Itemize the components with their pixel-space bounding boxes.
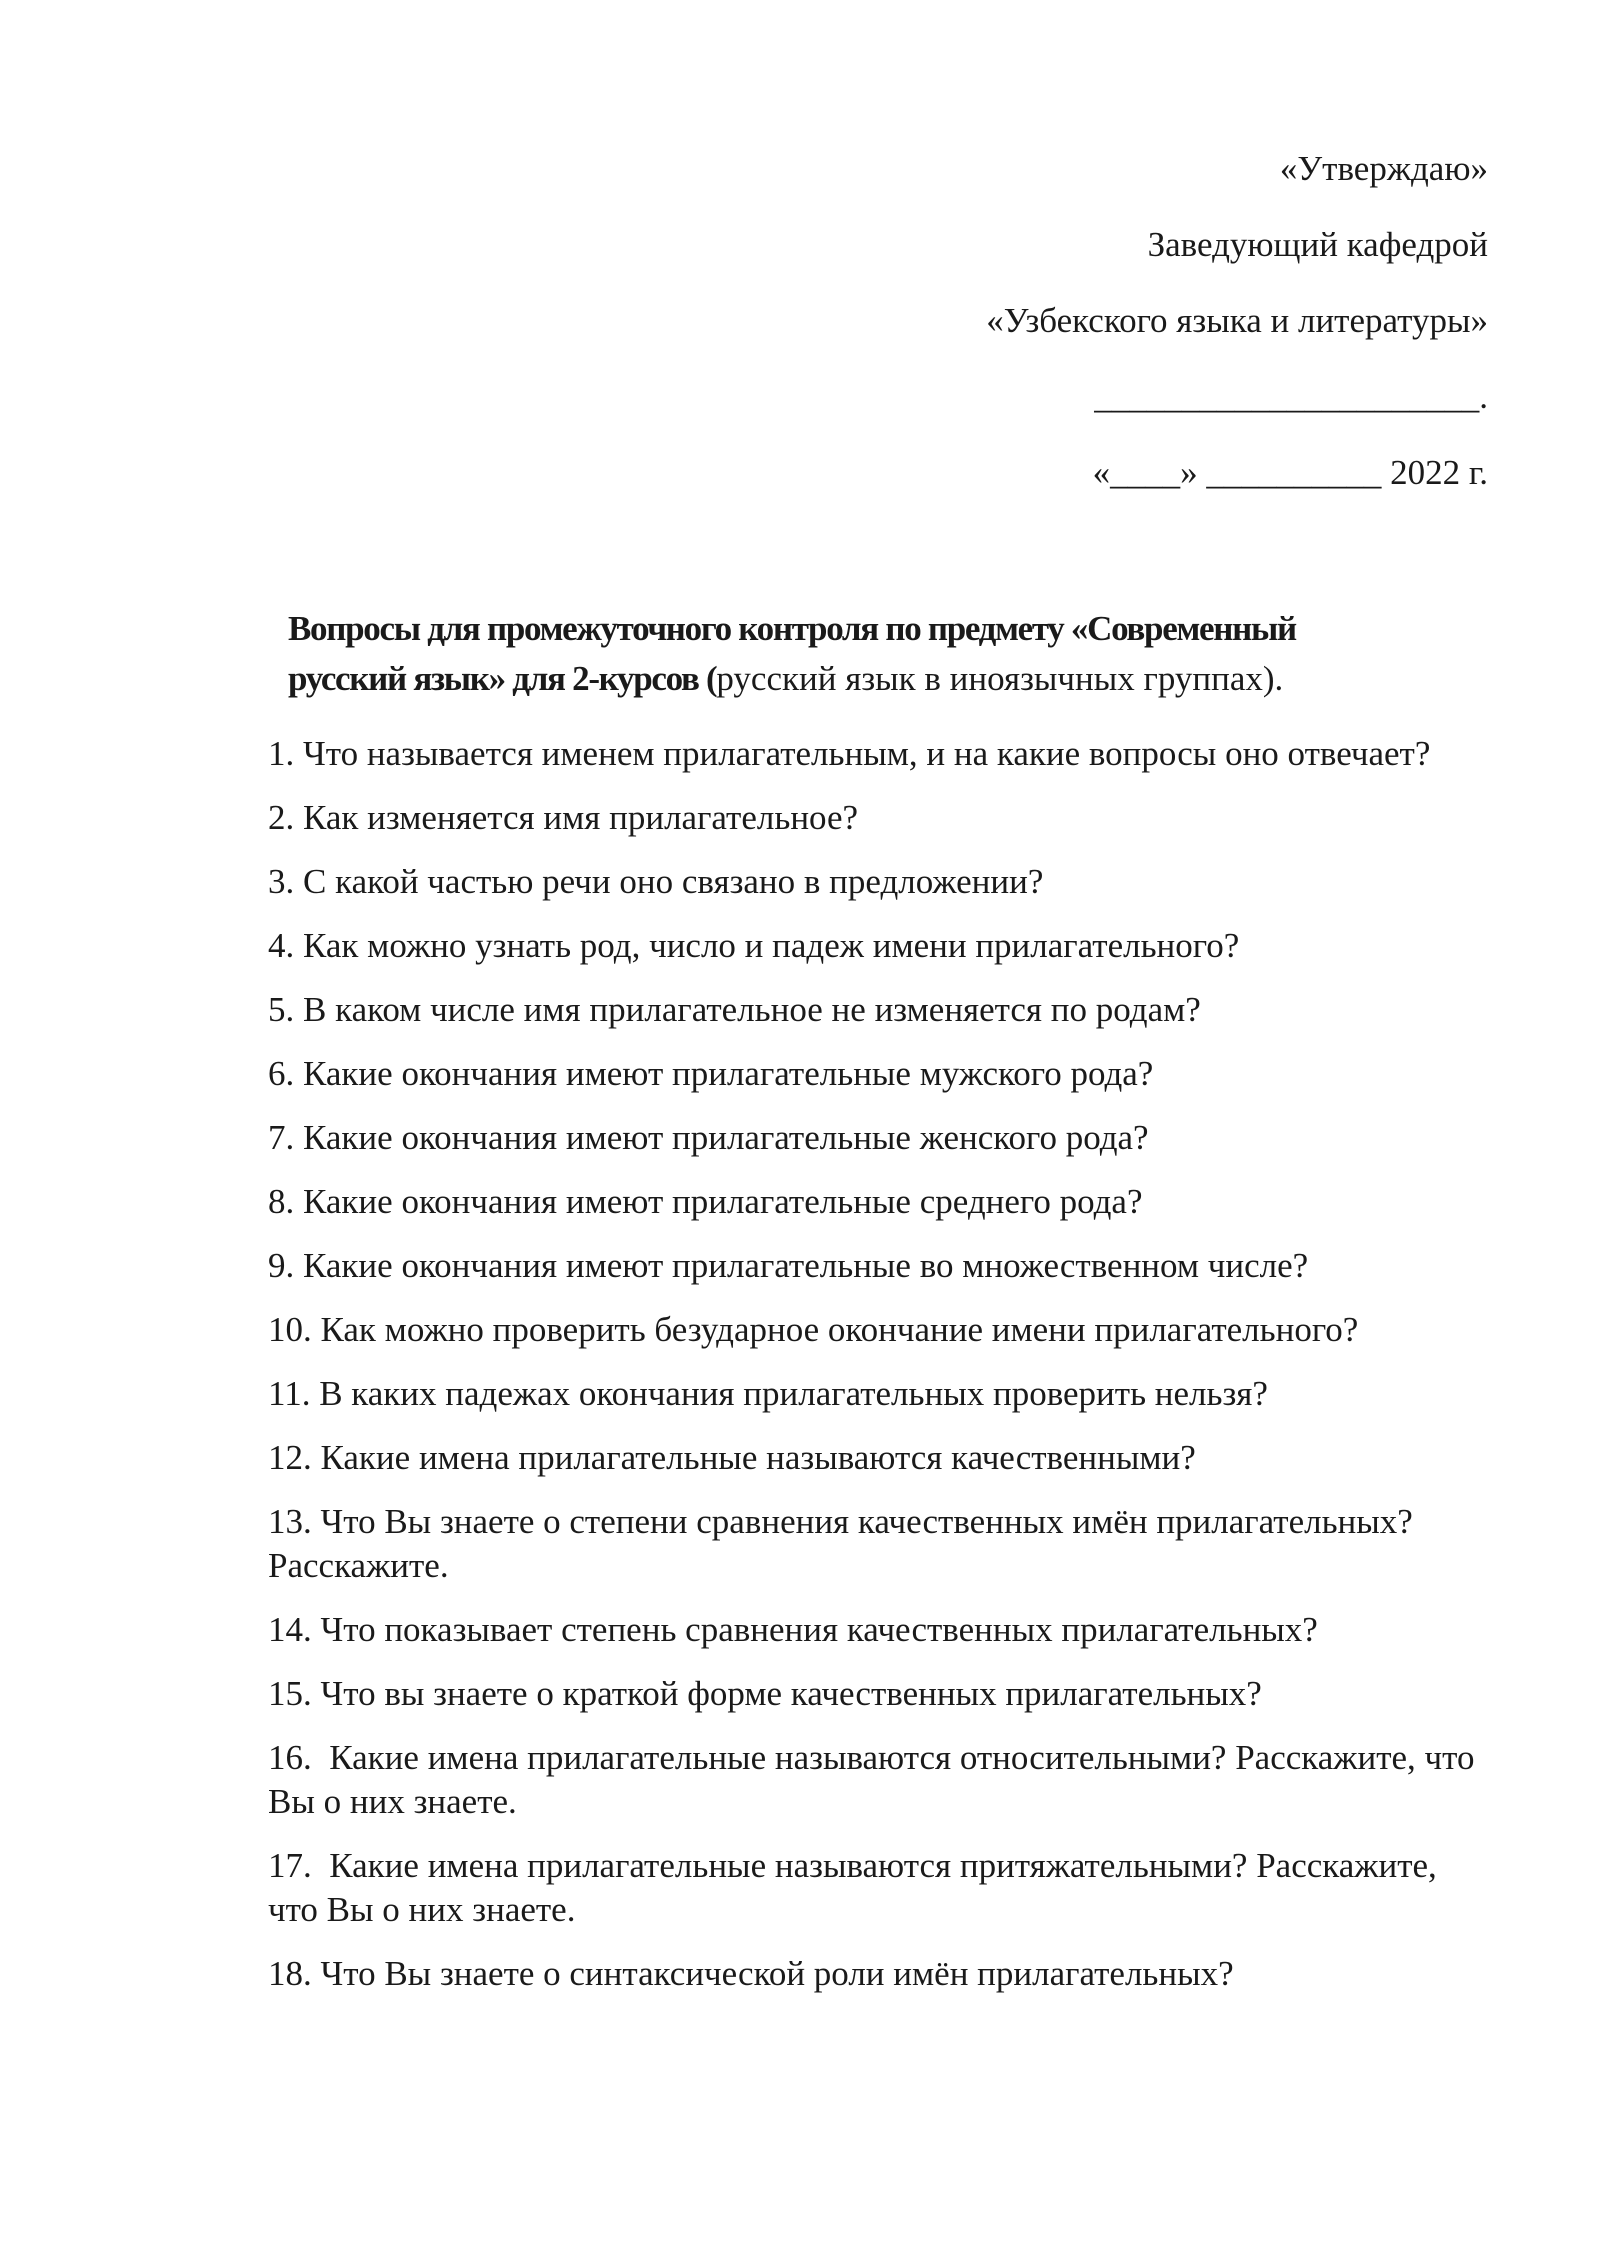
- question-item: 13. Что Вы знаете о степени сравнения качественных имён прилагательных? Расскажите.: [268, 1502, 1422, 1585]
- approval-heading: «Утверждаю»: [1279, 149, 1488, 188]
- question-item: 4. Как можно узнать род, число и падеж имени прилагательного?: [268, 926, 1240, 965]
- question-item: 9. Какие окончания имеют прилагательные во множественном числе?: [268, 1246, 1309, 1285]
- approval-position: Заведующий кафедрой: [1147, 225, 1488, 264]
- question-item: 17. Какие имена прилагательные называются притяжательными? Расскажите, что Вы о них знаете.: [268, 1846, 1446, 1929]
- question-item: 7. Какие окончания имеют прилагательные женского рода?: [268, 1118, 1149, 1157]
- title-part-1: Вопросы для промежуточного контроля по предмету «Современный: [288, 609, 1296, 648]
- question-list: [268, 732, 1488, 2016]
- title-part-3: русский язык в иноязычных группах).: [716, 659, 1284, 698]
- document-title: [288, 604, 1468, 704]
- approval-date-line: «____» __________ 2022 г.: [1092, 453, 1488, 492]
- approval-department: «Узбекского языка и литературы»: [986, 301, 1488, 340]
- question-item: 2. Как изменяется имя прилагательное?: [268, 798, 859, 837]
- question-item: 12. Какие имена прилагательные называются качественными?: [268, 1438, 1196, 1477]
- question-item: 10. Как можно проверить безударное окончание имени прилагательного?: [268, 1310, 1359, 1349]
- question-item: 11. В каких падежах окончания прилагательных проверить нельзя?: [268, 1374, 1268, 1413]
- question-item: 14. Что показывает степень сравнения качественных прилагательных?: [268, 1610, 1318, 1649]
- question-item: 1. Что называется именем прилагательным, и на какие вопросы оно отвечает?: [268, 734, 1431, 773]
- question-item: 5. В каком числе имя прилагательное не изменяется по родам?: [268, 990, 1201, 1029]
- question-item: 18. Что Вы знаете о синтаксической роли имён прилагательных?: [268, 1954, 1234, 1993]
- question-item: 6. Какие окончания имеют прилагательные мужского рода?: [268, 1054, 1154, 1093]
- question-item: 16. Какие имена прилагательные называются относительными? Расскажите, что Вы о них знаете.: [268, 1738, 1484, 1821]
- approval-block: [788, 150, 1488, 530]
- approval-signature-line: ______________________.: [1094, 377, 1488, 416]
- title-part-2: русский язык» для 2-курсов (: [288, 659, 717, 698]
- question-item: 8. Какие окончания имеют прилагательные среднего рода?: [268, 1182, 1143, 1221]
- question-item: 15. Что вы знаете о краткой форме качественных прилагательных?: [268, 1674, 1262, 1713]
- question-item: 3. С какой частью речи оно связано в предложении?: [268, 862, 1044, 901]
